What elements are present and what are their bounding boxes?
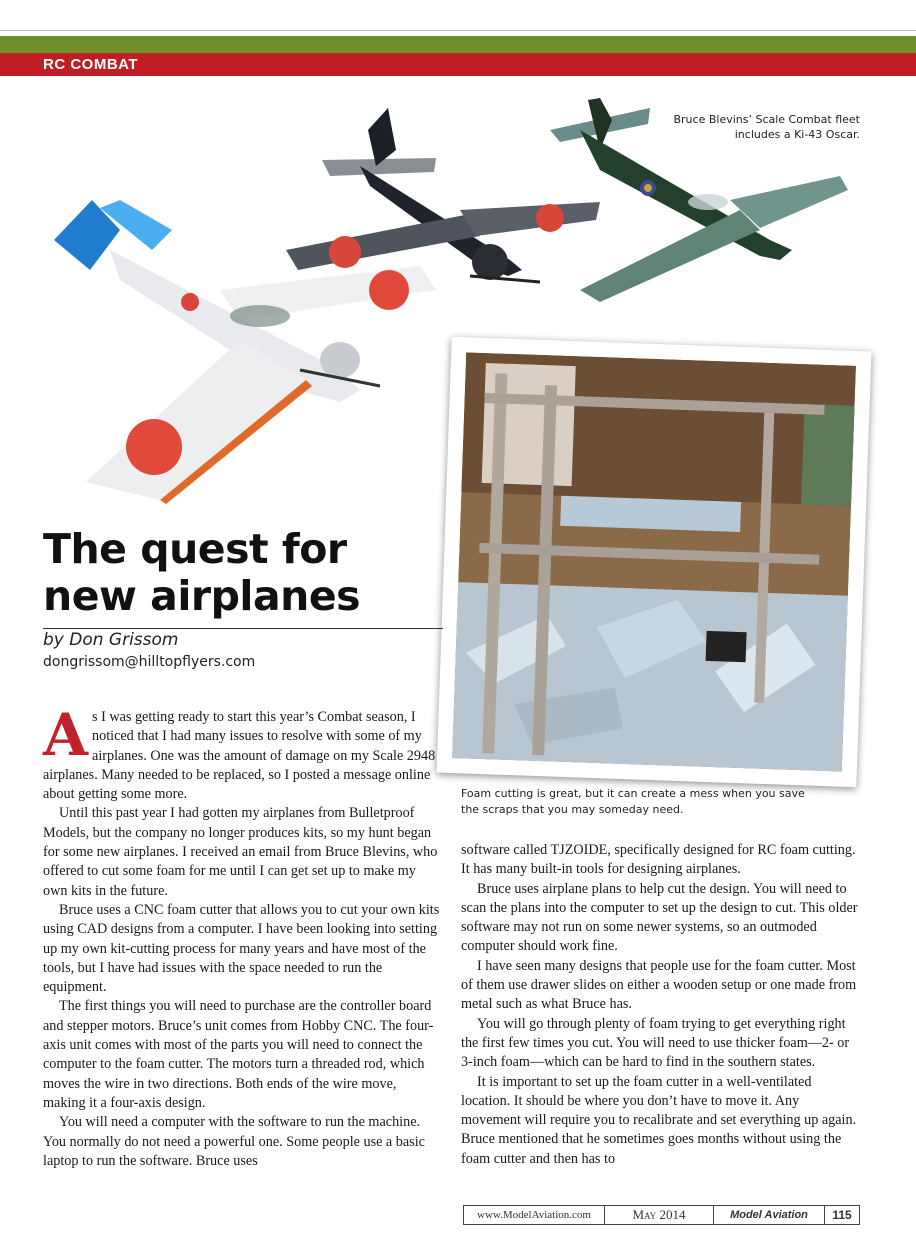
- foam-cutter-photo: [437, 337, 872, 787]
- foam-cutter-image: [452, 352, 856, 771]
- footer-date: May 2014: [605, 1206, 714, 1224]
- article-column-2: [461, 841, 858, 1169]
- paragraph: I have seen many designs that people use for the foam cutter. Most of them use drawer slides on either a wooden setup or one made from metal such as what Bruce has.: [461, 957, 857, 1013]
- title-rule: [43, 628, 443, 629]
- drop-cap: A: [43, 701, 89, 769]
- article-column-1: [43, 701, 440, 1171]
- paragraph: The first things you will need to purchase are the controller board and stepper motors. Bruce’s unit comes from Hobby CNC. The four-axis unit comes with most of the parts you will need to connect the computer to the foam cutter. The motors turn a threaded rod, which moves the wire in two directions. Both ends of the wire move, making it a four-axis design.: [43, 998, 434, 1111]
- section-label: RC COMBAT: [43, 56, 139, 73]
- author-email[interactable]: dongrissom@hilltopflyers.com: [43, 654, 256, 670]
- dark-plane: [286, 108, 600, 282]
- paragraph: As I was getting ready to start this year’s Combat season, I noticed that I had many issues to resolve with some of my airplanes. One was the amount of damage on my Scale 2948 airplanes. Many needed to be replaced, so I posted a message online about getting some more.: [43, 701, 436, 803]
- caption-photo: Foam cutting is great, but it can create a mess when you save the scraps that you may someday need.: [461, 787, 805, 816]
- paragraph: Bruce uses airplane plans to help cut the design. You will need to scan the plans into the computer to set up the design to cut. This older software may not run on some newer systems, so an outmoded computer should work fine.: [461, 880, 858, 955]
- paragraph: It is important to set up the foam cutter in a well-ventilated location. It should be where you don’t have to move it. Any movement will require you to recalibrate and set everything up again. Bruce mentioned that he sometimes goes months without using the foam cutter and then has to: [461, 1073, 857, 1167]
- top-rule: [0, 30, 916, 31]
- header-green-band: [0, 36, 916, 53]
- caption-planes: Bruce Blevins’ Scale Combat fleet includes a Ki-43 Oscar.: [673, 113, 860, 141]
- paragraph: You will go through plenty of foam trying to get everything right the first few times you cut. You will need to use thicker foam—2- or 3-inch foam—which can be hard to find in the southern states.: [461, 1015, 850, 1071]
- byline: by Don Grissom: [43, 630, 179, 650]
- paragraph: You will need a computer with the software to run the machine. You normally do not need a powerful one. Some people use a basic laptop to run the software. Bruce uses: [43, 1114, 425, 1169]
- paragraph: Bruce uses a CNC foam cutter that allows you to cut your own kits using CAD designs from a computer. I have been looking into setting up my own kit-cutting process for many years and have most of the tools, but I have had issues with the space needed to run the equipment.: [43, 901, 440, 996]
- page-number: 115: [832, 1208, 852, 1222]
- footer-magazine: Model Aviation: [714, 1206, 825, 1224]
- paragraph: software called TJZOIDE, specifically designed for RC foam cutting. It has many built-in tools for designing airplanes.: [461, 842, 856, 878]
- article-title: The quest for new airplanes: [43, 525, 361, 620]
- paragraph: Until this past year I had gotten my airplanes from Bulletproof Models, but the company no longer produces kits, so my hunt began for some new airplanes. I received an email from Bruce Blevins, who offered to cut some foam for me until I can get set up to make my own kits in the future.: [43, 805, 438, 899]
- footer-url[interactable]: www.ModelAviation.com: [464, 1206, 605, 1224]
- page-footer: [463, 1205, 860, 1225]
